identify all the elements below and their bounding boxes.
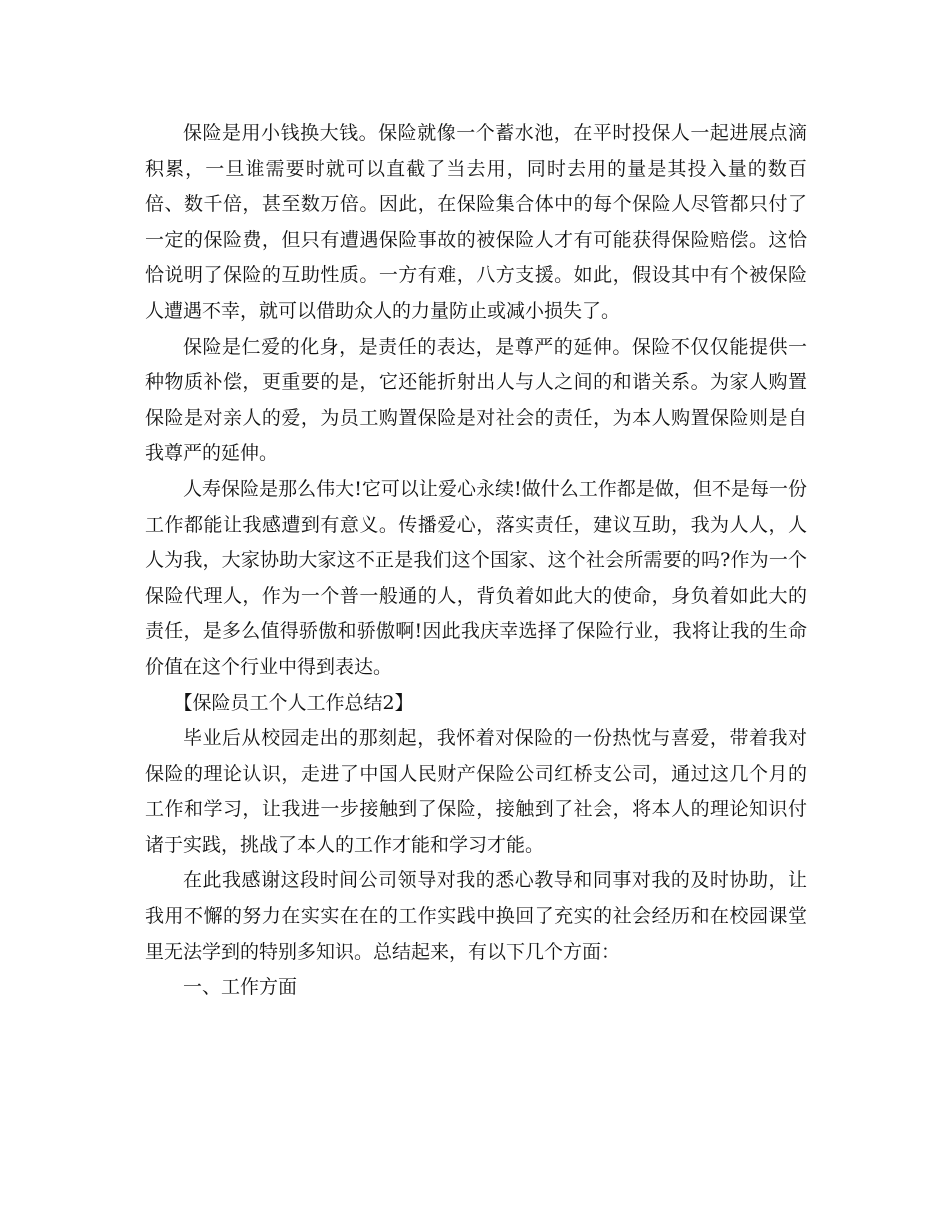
paragraph-graduation: 毕业后从校园走出的那刻起，我怀着对保险的一份热忱与喜爱，带着我对保险的理论认识，走进了中国人民财产保险公司红桥支公司，通过这几个月的工作和学习，让我进一步接触到了保险，接触到了社会，将本人的理论知识付诸于实践，挑战了本人的工作才能和学习才能。: [145, 727, 807, 856]
subheading-work-aspect: 一、工作方面: [183, 976, 298, 999]
paragraph-thanks: 在此我感谢这段时间公司领导对我的悉心教导和同事对我的及时协助，让我用不懈的努力在实实在在的工作实践中换回了充实的社会经历和在校园课堂里无法学到的特别多知识。总结起来，有以下几个方面：: [145, 869, 807, 963]
document-body: [145, 116, 807, 1006]
paragraph-insurance-reservoir: 保险是用小钱换大钱。保险就像一个蓄水池，在平时投保人一起进展点滴积累，一旦谁需要时就可以直截了当去用，同时去用的量是其投入量的数百倍、数千倍，甚至数万倍。因此，在保险集合体中的每个保险人尽管都只付了一定的保险费，但只有遭遇保险事故的被保险人才有可能获得保险赔偿。这恰恰说明了保险的互助性质。一方有难，八方支援。如此，假设其中有个被保险人遭遇不幸，就可以借助众人的力量防止或减小损失了。: [145, 122, 807, 322]
paragraph-insurance-love: 保险是仁爱的化身，是责任的表达，是尊严的延伸。保险不仅仅能提供一种物质补偿，更重要的是，它还能折射出人与人之间的和谐关系。为家人购置保险是对亲人的爱，为员工购置保险是对社会的责任，为本人购置保险则是自我尊严的延伸。: [145, 335, 807, 465]
paragraph-life-insurance: 人寿保险是那么伟大!它可以让爱心永续!做什么工作都是做，但不是每一份工作都能让我感遭到有意义。传播爱心，落实责任，建议互助，我为人人，人人为我，大家协助大家这不正是我们这个国家、这个社会所需要的吗?作为一个保险代理人，作为一个普一般通的人，背负着如此大的使命，身负着如此大的责任，是多么值得骄傲和骄傲啊!因此我庆幸选择了保险行业，我将让我的生命价值在这个行业中得到表达。: [145, 477, 807, 678]
section-heading-summary-2: 【保险员工个人工作总结2】: [173, 691, 414, 714]
